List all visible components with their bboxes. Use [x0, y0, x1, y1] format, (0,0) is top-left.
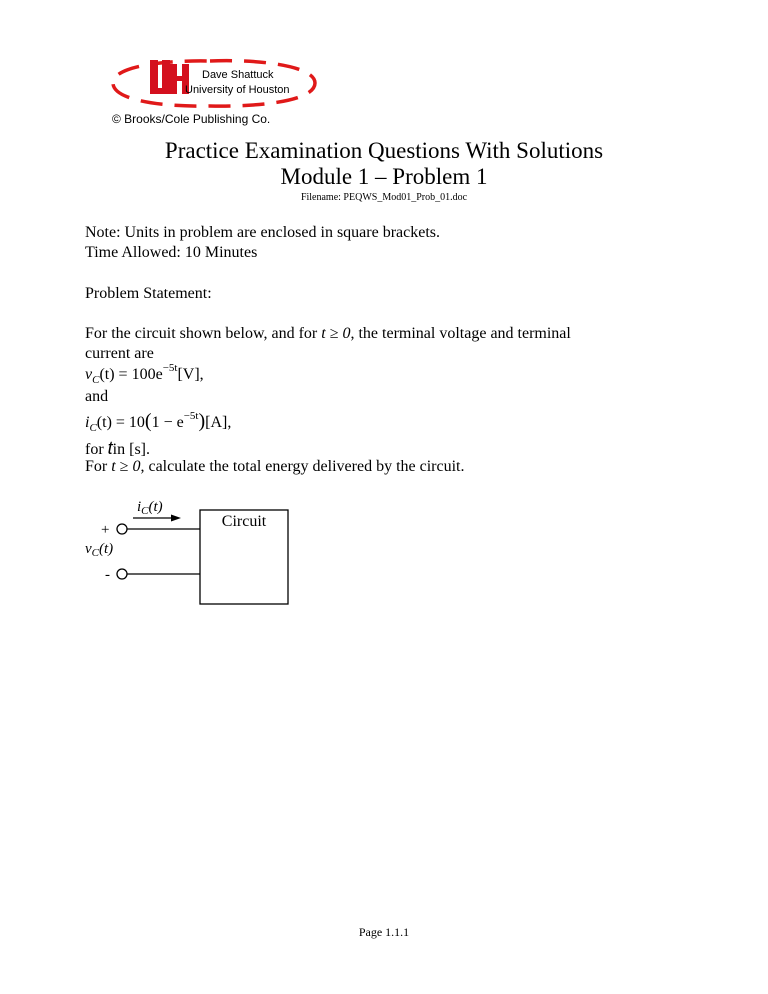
publisher-credit: © Brooks/Cole Publishing Co. — [112, 112, 271, 126]
bottom-terminal — [117, 569, 127, 579]
t-variable: t — [107, 438, 113, 458]
logo-university: University of Houston — [185, 84, 290, 96]
voltage-label-v: v — [85, 541, 92, 557]
time-note: Time Allowed: 10 Minutes — [85, 244, 258, 261]
page-number: Page 1.1.1 — [358, 925, 410, 939]
current-arrow-head — [171, 515, 181, 522]
task-text-b: , calculate the total energy delivered by the circuit. — [140, 458, 465, 475]
page-title: Practice Examination Questions With Solutions — [164, 138, 604, 163]
uh-logo-mark — [150, 60, 189, 94]
current-equation — [85, 410, 231, 433]
top-terminal — [117, 524, 127, 534]
plus-sign: + — [101, 522, 110, 538]
task-line — [85, 458, 464, 476]
problem-intro-line-2: current are — [85, 345, 154, 362]
current-label-sub: C — [141, 505, 149, 517]
voltage-label — [85, 541, 113, 559]
page-subtitle: Module 1 – Problem 1 — [280, 164, 488, 189]
for-text: for — [85, 441, 104, 458]
circuit-diagram — [85, 497, 305, 605]
ic-paren-open: ( — [144, 410, 152, 432]
filename: Filename: PEQWS_Mod01_Prob_01.doc — [300, 192, 468, 203]
vc-subscript: C — [92, 374, 100, 387]
current-label — [137, 499, 163, 517]
vc-body: (t) = 100e — [99, 366, 163, 383]
problem-heading: Problem Statement: — [85, 285, 212, 302]
ic-exponent: −5t — [183, 409, 199, 422]
vc-symbol: v — [85, 366, 93, 383]
vc-units: [V], — [177, 366, 204, 383]
and-word: and — [85, 388, 109, 405]
voltage-equation — [85, 361, 204, 387]
ic-subscript: C — [89, 422, 97, 435]
ic-body: (t) = 10 — [96, 414, 145, 431]
task-text-a: For — [85, 458, 108, 475]
ic-inner: 1 − e — [151, 414, 184, 431]
in-seconds-text: in [s]. — [112, 441, 150, 458]
vc-exponent: −5t — [162, 361, 178, 374]
ic-units: [A], — [205, 414, 232, 431]
units-note: Note: Units in problem are enclosed in square brackets. — [85, 224, 440, 241]
intro-condition: t ≥ 0 — [321, 325, 351, 342]
task-condition: t ≥ 0 — [111, 458, 141, 475]
current-label-arg: (t) — [148, 499, 163, 515]
circuit-box-label: Circuit — [221, 513, 267, 530]
logo-author: Dave Shattuck — [202, 69, 274, 81]
intro-text-b: , the terminal voltage and terminal — [350, 325, 571, 342]
time-units-line — [85, 438, 150, 459]
voltage-label-arg: (t) — [99, 541, 114, 557]
intro-text-a: For the circuit shown below, and for — [85, 325, 318, 342]
problem-intro-line — [85, 325, 571, 343]
ic-symbol: i — [85, 414, 90, 431]
current-label-i: i — [137, 499, 142, 515]
minus-sign: - — [105, 567, 110, 583]
voltage-label-sub: C — [91, 547, 100, 559]
ic-paren-close: ) — [198, 410, 206, 432]
